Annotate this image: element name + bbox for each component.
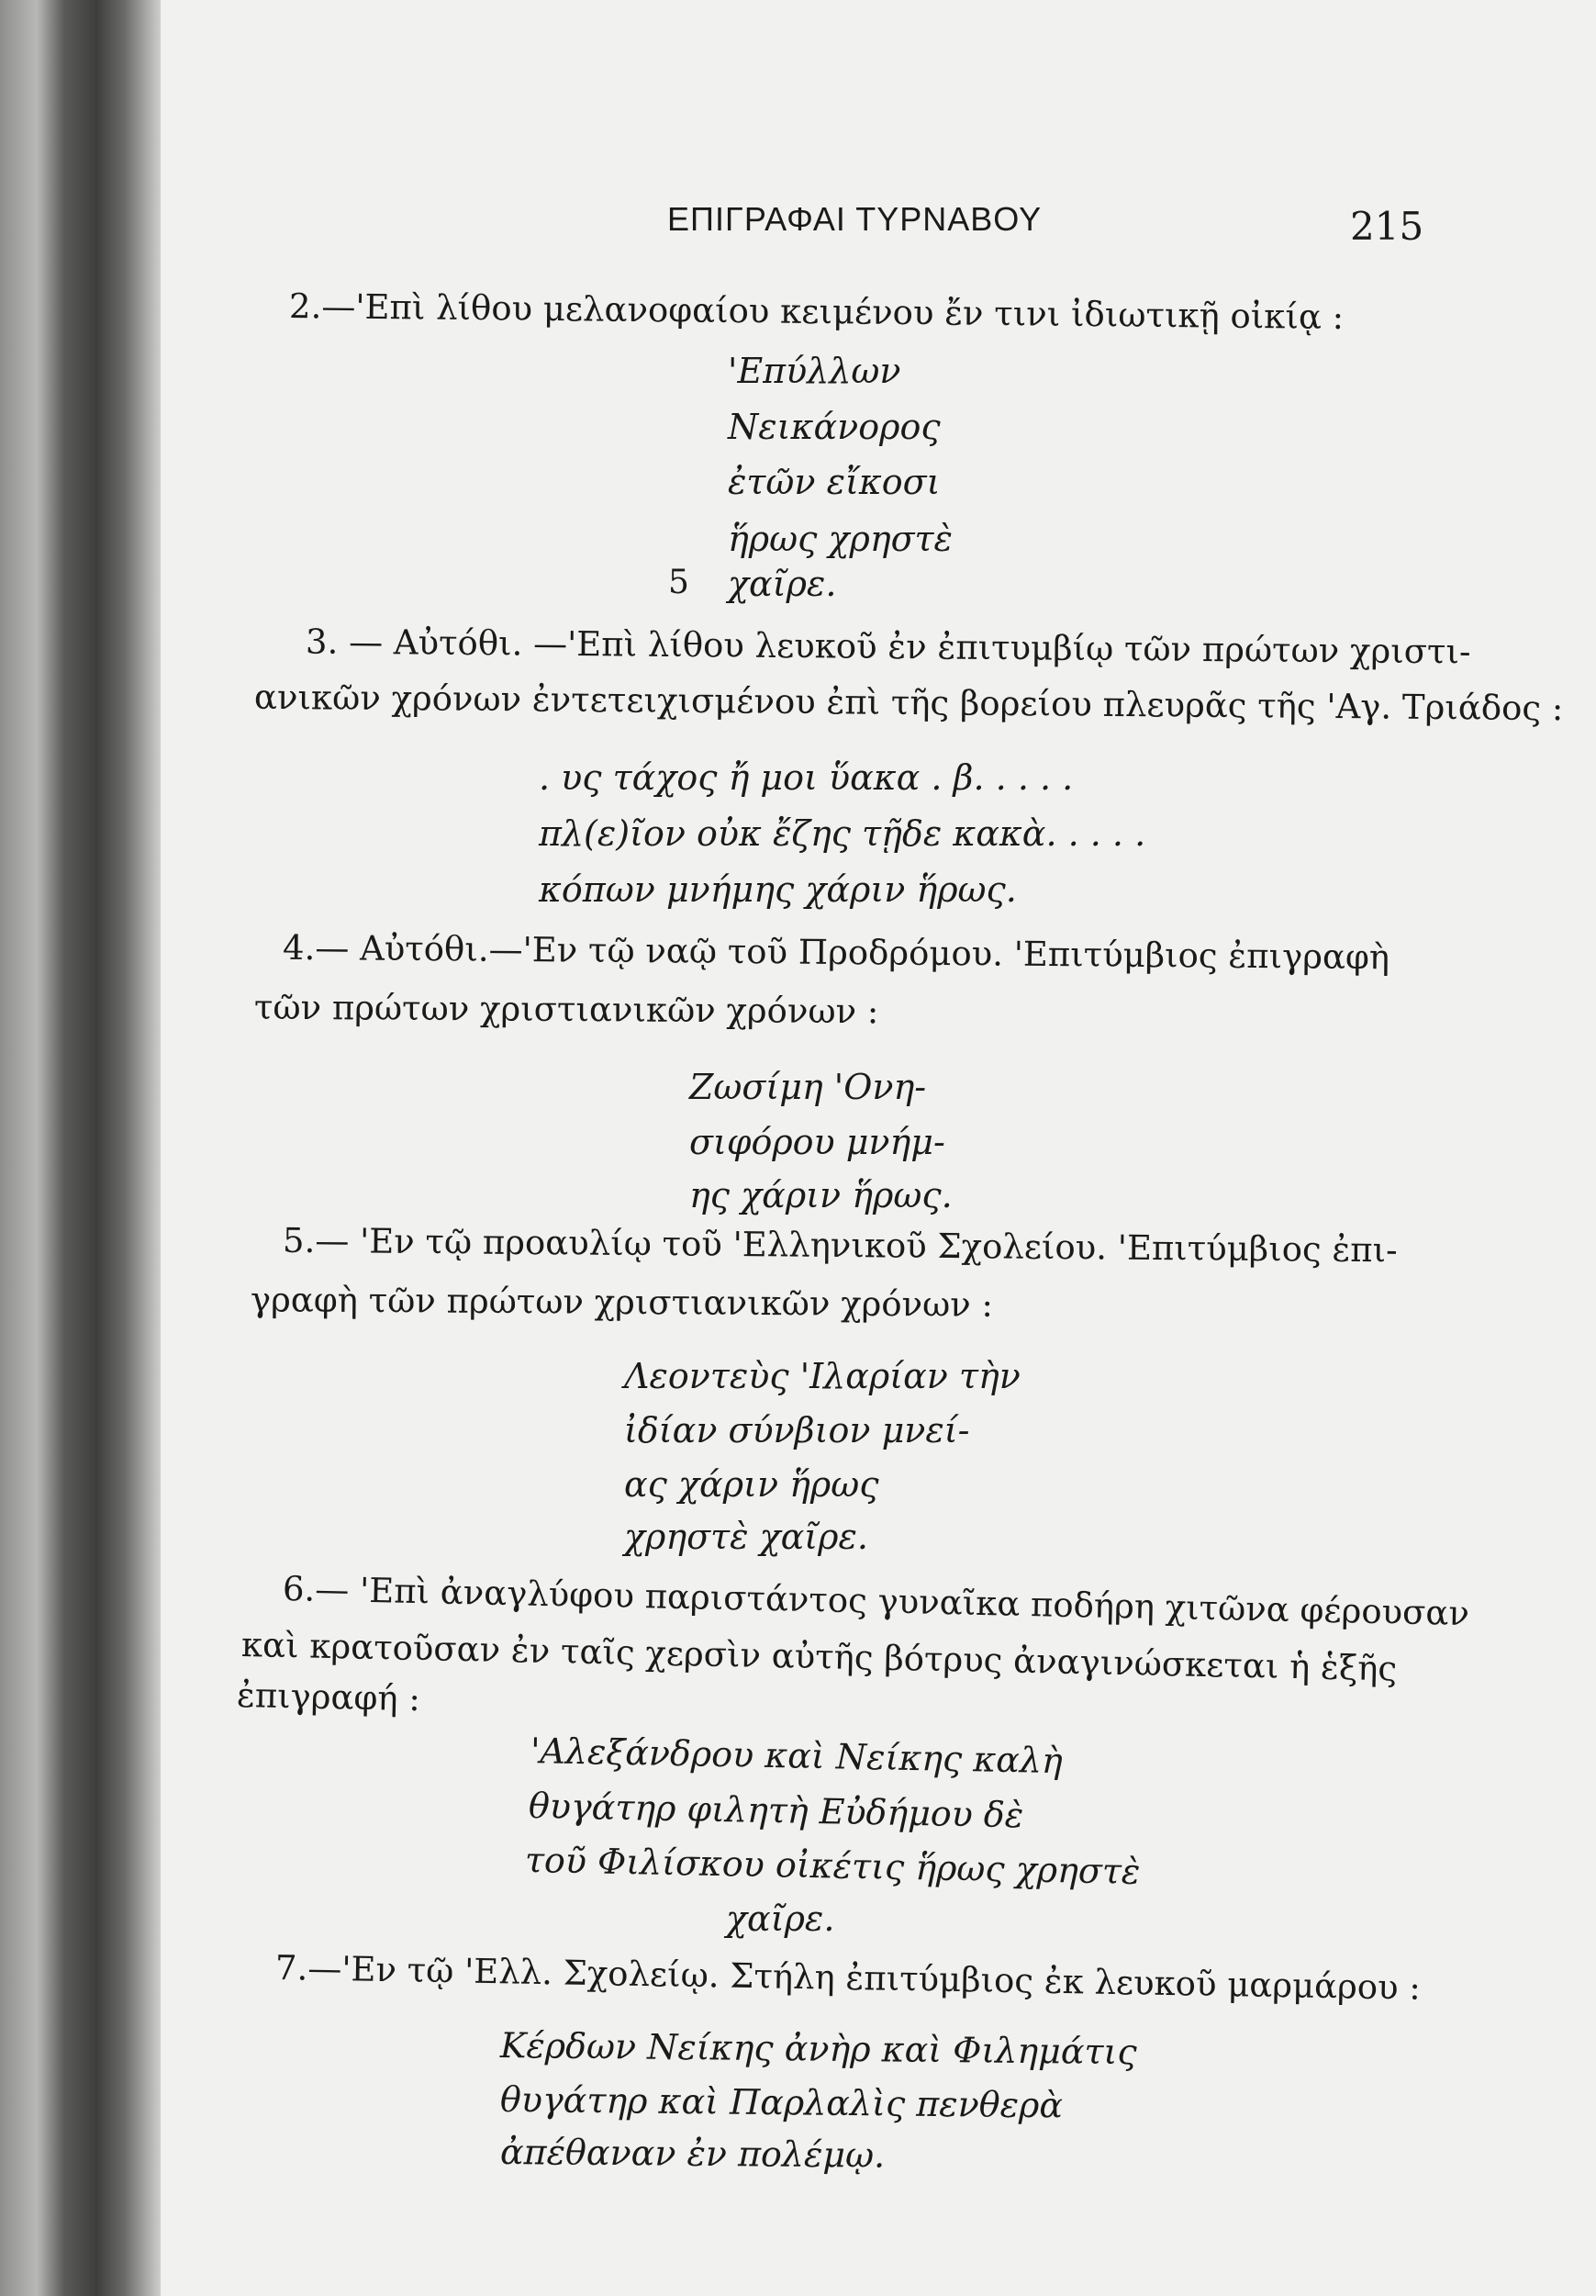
entry-4-text-line-2: τῶν πρώτων χριστιανικῶν χρόνων :	[253, 987, 879, 1032]
entry-7-inscription-line-1: Κέρδων Νείκης ἀνὴρ καὶ Φιλημάτις	[499, 2025, 1137, 2073]
entry-7-inscription-line-3: ἀπέθαναν ἐν πολέμῳ.	[499, 2132, 886, 2176]
running-title: ΕΠΙΓΡΑΦΑΙ ΤΥΡΝΑΒΟΥ	[667, 200, 1043, 238]
page-number: 215	[1350, 204, 1424, 249]
entry-4-inscription-line-3: ης χάριν ἥρως.	[689, 1175, 953, 1215]
entry-3-text-line-2: ανικῶν χρόνων ἐντετειχισμένου ἐπὶ τῆς βορείου πλευρᾶς τῆς 'Αγ. Τριάδος :	[253, 677, 1564, 729]
entry-4-inscription-line-1: Ζωσίμη 'Ονη-	[689, 1067, 927, 1107]
book-binding	[0, 0, 161, 2296]
entry-5-text-line-2: γραφὴ τῶν πρώτων χριστιανικῶν χρόνων :	[250, 1280, 994, 1325]
entry-3-inscription-line-1: . υς τάχος ἤ μοι ὕακα . β. . . . .	[539, 757, 1074, 798]
entry-3-inscription-line-2: πλ(ε)ῖον οὐκ ἔζης τῇδε κακὰ. . . . .	[539, 813, 1146, 854]
entry-2-inscription-line-2: Νεικάνορος	[728, 407, 941, 447]
entry-2-inscription-line-1: 'Επύλλων	[728, 351, 901, 391]
entry-5-inscription-line-2: ἰδίαν σύνβιον μνεί-	[624, 1410, 970, 1450]
entry-7-text-line-1: 7.—'Εν τῷ 'Ελλ. Σχολείῳ. Στήλη ἐπιτύμβιος ἐκ λευκοῦ μαρμάρου :	[274, 1948, 1422, 2008]
entry-5-inscription-line-4: χρηστὲ χαῖρε.	[624, 1517, 868, 1557]
entry-4-inscription-line-2: σιφόρου μνήμ-	[689, 1122, 945, 1162]
entry-5-inscription-line-3: ας χάριν ἥρως	[624, 1464, 879, 1505]
entry-2-inscription-line-3: ἐτῶν εἴκοσι	[728, 462, 941, 502]
entry-6-inscription-line-2: θυγάτηρ φιλητὴ Εὐδήμου δὲ	[528, 1786, 1024, 1836]
entry-7-inscription-line-2: θυγάτηρ καὶ Παρλαλὶς πενθερὰ	[499, 2079, 1064, 2126]
entry-5-inscription-line-1: Λεοντεὺς 'Ιλαρίαν τὴν	[624, 1356, 1021, 1396]
entry-2-inscription-line-4: ἥρως χρηστὲ	[728, 519, 953, 559]
entry-2-text-line-1: 2.—'Επὶ λίθου μελανοφαίου κειμένου ἔν τινι ἰδιωτικῇ οἰκίᾳ :	[288, 286, 1345, 338]
entry-6-text-line-2: καὶ κρατοῦσαν ἐν ταῖς χερσὶν αὐτῆς βότρυς ἀναγινώσκεται ἡ ἑξῆς	[240, 1625, 1398, 1689]
entry-3-text-line-1: 3. — Αὐτόθι. —'Επὶ λίθου λευκοῦ ἐν ἐπιτυμβίῳ τῶν πρώτων χριστι-	[305, 622, 1471, 672]
entry-6-inscription-line-1: 'Αλεξάνδρου καὶ Νείκης καλὴ	[530, 1730, 1064, 1782]
entry-5-text-line-1: 5.— 'Εν τῷ προαυλίῳ τοῦ 'Ελληνικοῦ Σχολείου. 'Επιτύμβιος ἐπι-	[282, 1220, 1398, 1271]
entry-2-line-number: 5	[668, 564, 689, 601]
entry-6-text-line-1: 6.— 'Επὶ ἀναγλύφου παριστάντος γυναῖκα ποδήρη χιτῶνα φέρουσαν	[282, 1569, 1470, 1634]
entry-4-text-line-1: 4.— Αὐτόθι.—'Εν τῷ ναῷ τοῦ Προδρόμου. 'Επιτύμβιος ἐπιγραφὴ	[282, 927, 1390, 978]
entry-6-text-line-3: ἐπιγραφή :	[236, 1675, 421, 1719]
entry-6-inscription-line-3: τοῦ Φιλίσκου οἰκέτις ἥρως χρηστὲ	[524, 1840, 1141, 1892]
entry-3-inscription-line-3: κόπων μνήμης χάριν ἥρως.	[539, 869, 1017, 910]
entry-2-inscription-line-5: χαῖρε.	[728, 564, 837, 604]
entry-6-inscription-line-4: χαῖρε.	[726, 1898, 835, 1939]
